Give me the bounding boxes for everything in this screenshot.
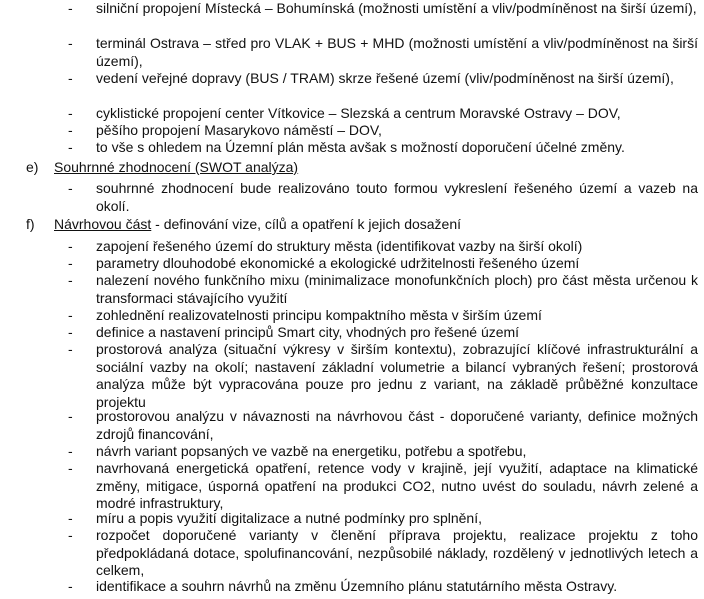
list-item-text: prostorovou analýzu v návaznosti na návrhovou část - doporučené varianty, definice možných zdrojů financování,: [96, 408, 698, 442]
dash-bullet: -: [68, 0, 73, 16]
list-item-text: prostorová analýza (situační výkresy v širším kontextu), zobrazující klíčové infrastrukturální a sociální vazby na okolí; nastavení základní volumetrie a bilancí vybraných řešení; prostorová analýza může být vypracována pouze pro jednu z variant, na základě průběžné konzultace projektu: [96, 341, 698, 410]
list-item-text: silniční propojení Místecká – Bohumínská (možnosti umístění a vliv/podmíněnost na širší území),: [96, 0, 697, 16]
list-item-text: terminál Ostrava – střed pro VLAK + BUS + MHD (možnosti umístění a vliv/podmíněnost na širší území),: [96, 35, 698, 69]
dash-bullet: -: [68, 70, 73, 86]
dash-bullet: -: [68, 105, 73, 121]
dash-bullet: -: [68, 139, 73, 155]
dash-bullet: -: [68, 324, 73, 340]
list-item-text: vedení veřejné dopravy (BUS / TRAM) skrze řešené území (vliv/podmíněnost na širší území),: [96, 70, 674, 86]
section-label: f): [26, 216, 35, 232]
list-item-text: parametry dlouhodobé ekonomické a ekologické udržitelnosti řešeného území: [96, 255, 580, 271]
dash-bullet: -: [68, 578, 73, 594]
list-item-text: zohlednění realizovatelnosti principu kompaktního města v širším území: [96, 307, 542, 323]
list-item-text: návrh variant popsaných ve vazbě na energetiku, potřebu a spotřebu,: [96, 443, 527, 459]
list-item-text: definice a nastavení principů Smart city, vhodných pro řešené území: [96, 324, 520, 340]
dash-bullet: -: [68, 238, 73, 254]
list-item-text: identifikace a souhrn návrhů na změnu Územního plánu statutárního města Ostravy.: [96, 578, 618, 594]
section-label: e): [26, 159, 39, 175]
dash-bullet: -: [68, 408, 73, 424]
list-item-text: to vše s ohledem na Územní plán města avšak s možností doporučení účelné změny.: [96, 139, 625, 155]
list-item-text: zapojení řešeného území do struktury města (identifikovat vazby na širší okolí): [96, 238, 583, 254]
list-item-text: rozpočet doporučené varianty v členění příprava projektu, realizace projektu z toho předpokládaná dotace, spolufinancování, nezpůsobilé náklady, rozdělený v jednotlivých letech a celkem,: [96, 527, 698, 578]
section-title-line: [54, 216, 461, 234]
dash-bullet: -: [68, 527, 73, 543]
section-title: Návrhovou část: [54, 216, 152, 232]
dash-bullet: -: [68, 341, 73, 357]
dash-bullet: -: [68, 307, 73, 323]
dash-bullet: -: [68, 35, 73, 51]
list-item-text: nalezení nového funkčního mixu (minimalizace monofunkčních ploch) pro část města určenou k transformaci stávajícího využití: [96, 272, 698, 306]
dash-bullet: -: [68, 510, 73, 526]
list-item-text: míru a popis využití digitalizace a nutné podmínky pro splnění,: [96, 510, 482, 526]
list-item-text: navrhovaná energetická opatření, retence vody v krajině, její využití, adaptace na klimatické změny, mitigace, úsporná opatření na produkci CO2, nutno uvést do souladu, návrh zelené a modré infrastruktury,: [96, 460, 698, 511]
dash-bullet: -: [68, 460, 73, 476]
list-item-text: cyklistické propojení center Vítkovice – Slezská a centrum Moravské Ostravy – DOV,: [96, 105, 621, 121]
dash-bullet: -: [68, 255, 73, 271]
dash-bullet: -: [68, 443, 73, 459]
list-item-text: souhrnné zhodnocení bude realizováno touto formou vykreslení řešeného území a vazeb na okolí.: [96, 180, 698, 214]
section-title: Souhrnné zhodnocení (SWOT analýza): [54, 159, 299, 175]
list-item-text: pěšího propojení Masarykovo náměstí – DOV,: [96, 122, 382, 138]
dash-bullet: -: [68, 272, 73, 288]
dash-bullet: -: [68, 180, 73, 196]
section-title-rest: - definování vize, cílů a opatření k jejich dosažení: [151, 216, 462, 232]
dash-bullet: -: [68, 122, 73, 138]
